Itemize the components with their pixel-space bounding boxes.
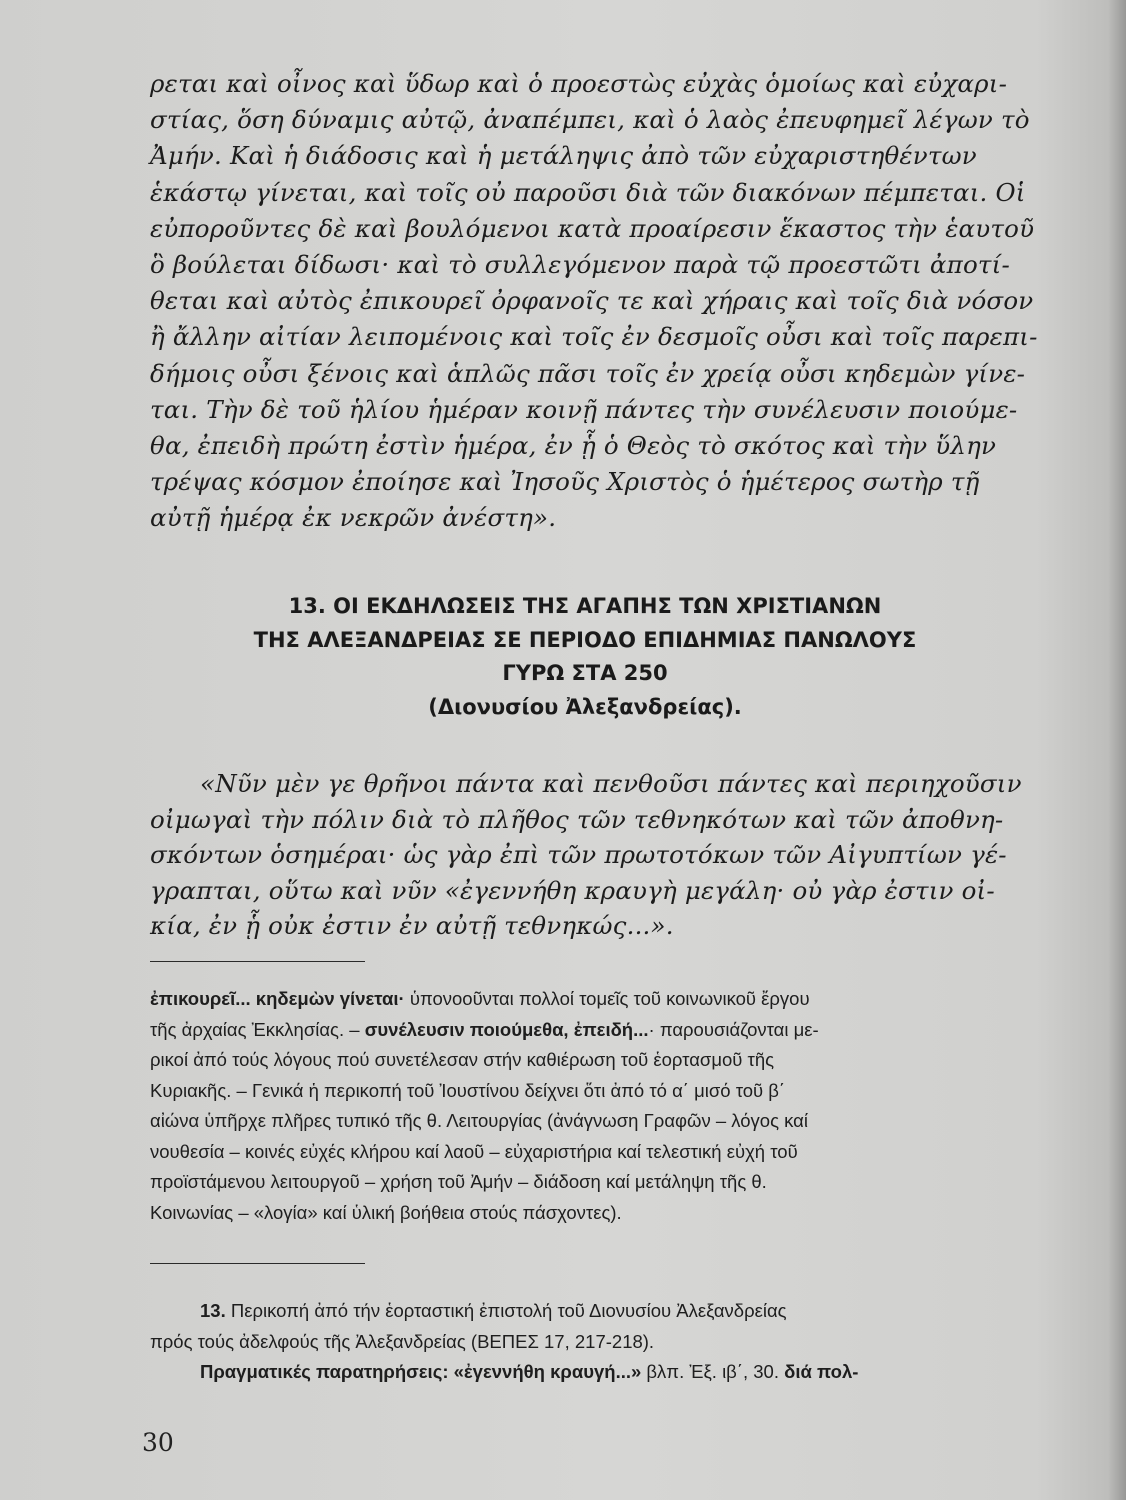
page-number: 30 xyxy=(142,1428,174,1457)
heading-line-4: (Διονυσίου Ἀλεξανδρείας). xyxy=(428,694,742,719)
separator-rule xyxy=(150,1263,365,1264)
bold-lemma: διά πολ- xyxy=(784,1361,859,1382)
text-line: θεται καὶ αὐτὸς ἐπικουρεῖ ὀρφανοῖς τε καὶ χήραις καὶ τοῖς διὰ νόσον xyxy=(150,286,1034,316)
text-line: στίας, ὅση δύναμις αὐτῷ, ἀναπέμπει, καὶ ὁ λαὸς ἐπευφημεῖ λέγων τὸ xyxy=(150,105,1030,135)
commentary-line: ρικοί ἀπό τούς λόγους πού συνετέλεσαν στήν καθιέρωση τοῦ ἑορτασμοῦ τῆς xyxy=(150,1049,775,1070)
text-line: ται. Τὴν δὲ τοῦ ἡλίου ἡμέραν κοινῇ πάντες τὴν συνέλευσιν ποιούμε- xyxy=(150,394,1018,424)
commentary-text: · παρουσιάζονται με- xyxy=(648,1018,819,1040)
text-line: Ἀμήν. Καὶ ἡ διάδοσις καὶ ἡ μετάληψις ἀπὸ τῶν εὐχαριστηθέντων xyxy=(150,141,977,171)
heading-line-1: 13. ΟΙ ΕΚΔΗΛΩΣΕΙΣ ΤΗΣ ΑΓΑΠΗΣ ΤΩΝ ΧΡΙΣΤΙΑΝΩΝ xyxy=(288,594,882,618)
text-line: ἑκάστῳ γίνεται, καὶ τοῖς οὐ παροῦσι διὰ τῶν διακόνων πέμπεται. Οἱ xyxy=(150,177,1026,207)
section-heading xyxy=(150,590,1020,724)
footnote-text: βλπ. Ἐξ. ιβ΄, 30. xyxy=(641,1361,785,1382)
text-line: τρέψας κόσμον ἐποίησε καὶ Ἰησοῦς Χριστὸς ὁ ἡμέτερος σωτὴρ τῇ xyxy=(150,467,980,497)
bold-lemma: ἐπικουρεῖ... κηδεμὼν γίνεται· xyxy=(150,988,405,1009)
commentary-text: τῆς ἀρχαίας Ἐκκλησίας. – xyxy=(150,1018,365,1040)
separator-rule xyxy=(150,961,365,962)
heading-line-3: ΓΥΡΩ ΣΤΑ 250 xyxy=(502,661,668,685)
commentary-notes xyxy=(150,984,1030,1228)
dionysius-quote xyxy=(150,766,1020,944)
text-line: ἢ ἄλλην αἰτίαν λειπομένοις καὶ τοῖς ἐν δεσμοῖς οὖσι καὶ τοῖς παρεπι- xyxy=(150,322,1038,352)
footnote-line xyxy=(150,1357,1030,1388)
footnote-text: Περικοπή ἀπό τήν ἑορταστική ἐπιστολή τοῦ Διονυσίου Ἀλεξανδρείας xyxy=(225,1300,787,1321)
text-line: εὐποροῦντες δὲ καὶ βουλόμενοι κατὰ προαίρεσιν ἕκαστος τὴν ἑαυτοῦ xyxy=(150,213,1035,243)
quote-line: «Νῦν μὲν γε θρῆνοι πάντα καὶ πενθοῦσι πάντες καὶ περιηχοῦσιν xyxy=(200,769,1022,798)
page-gutter-shadow xyxy=(1108,0,1126,1500)
footnote-line: πρός τούς ἀδελφούς τῆς Ἀλεξανδρείας (ΒΕΠΕΣ 17, 217-218). xyxy=(150,1330,655,1352)
commentary-line: αἰώνα ὑπῆρχε πλῆρες τυπικό τῆς θ. Λειτουργίας (ἀνάγνωση Γραφῶν – λόγος καί xyxy=(150,1110,808,1131)
quote-line: οἰμωγαὶ τὴν πόλιν διὰ τὸ πλῆθος τῶν τεθνηκότων καὶ τῶν ἀποθνη- xyxy=(150,804,1004,834)
bold-lemma: Πραγματικές παρατηρήσεις: «ἐγεννήθη κραυγή...» xyxy=(200,1361,642,1382)
heading-line-2: ΤΗΣ ΑΛΕΞΑΝΔΡΕΙΑΣ ΣΕ ΠΕΡΙΟΔΟ ΕΠΙΔΗΜΙΑΣ ΠΑΝΩΛΟΥΣ xyxy=(253,627,917,652)
quote-line: γραπται, οὕτω καὶ νῦν «ἐγεννήθη κραυγὴ μεγάλη· οὐ γὰρ ἐστιν οἰ- xyxy=(150,875,995,905)
quote-line: κία, ἐν ᾗ οὐκ ἐστιν ἐν αὐτῇ τεθνηκώς...». xyxy=(150,911,674,940)
commentary-line: προϊστάμενου λειτουργοῦ – χρήση τοῦ Ἀμήν – διάδοση καί μετάληψη τῆς θ. xyxy=(150,1171,767,1192)
text-line: ρεται καὶ οἶνος καὶ ὕδωρ καὶ ὁ προεστὼς εὐχὰς ὁμοίως καὶ εὐχαρι- xyxy=(150,69,1008,98)
commentary-line xyxy=(150,984,1030,1015)
commentary-line: Κοινωνίας – «λογία» καί ὑλική βοήθεια στούς πάσχοντες). xyxy=(150,1201,622,1223)
commentary-line xyxy=(150,1015,1030,1046)
footnote-number: 13. xyxy=(200,1300,226,1321)
commentary-line: νουθεσία – κοινές εὐχές κλήρου καί λαοῦ – εὐχαριστήρια καί τελεστική εὐχή τοῦ xyxy=(150,1140,798,1162)
commentary-text: ὑπονοοῦνται πολλοί τομεῖς τοῦ κοινωνικοῦ ἔργου xyxy=(404,988,810,1009)
footnote-13 xyxy=(150,1296,1030,1388)
text-line: ὃ βούλεται δίδωσι· καὶ τὸ συλλεγόμενον παρὰ τῷ προεστῶτι ἀποτί- xyxy=(150,250,1010,280)
bold-lemma: συνέλευσιν ποιούμεθα, ἐπειδή... xyxy=(364,1018,649,1040)
text-line: δήμοις οὖσι ξένοις καὶ ἁπλῶς πᾶσι τοῖς ἐν χρείᾳ οὖσι κηδεμὼν γίνε- xyxy=(150,358,1026,388)
footnote-line xyxy=(150,1296,1030,1327)
text-line: θα, ἐπειδὴ πρώτη ἐστὶν ἡμέρα, ἐν ᾗ ὁ Θεὸς τὸ σκότος καὶ τὴν ὕλην xyxy=(150,431,997,461)
text-line: αὐτῇ ἡμέρᾳ ἐκ νεκρῶν ἀνέστη». xyxy=(150,503,557,533)
justin-passage xyxy=(150,66,1038,537)
quote-line: σκόντων ὁσημέραι· ὡς γὰρ ἐπὶ τῶν πρωτοτόκων τῶν Αἰγυπτίων γέ- xyxy=(150,840,1007,869)
commentary-line: Κυριακῆς. – Γενικά ἡ περικοπή τοῦ Ἰουστίνου δείχνει ὅτι ἀπό τό α΄ μισό τοῦ β΄ xyxy=(150,1079,786,1101)
